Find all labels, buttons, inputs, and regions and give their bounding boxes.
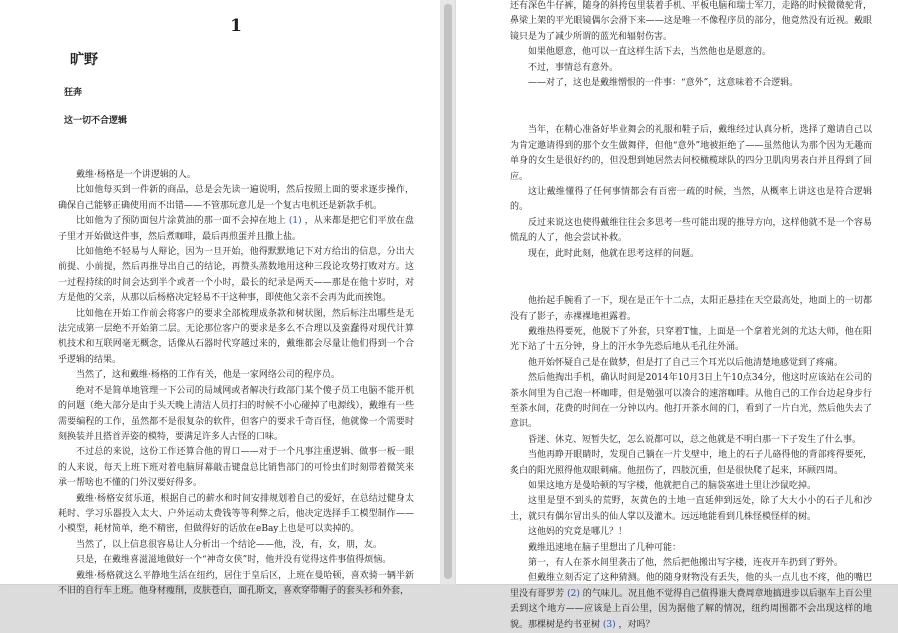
paragraph: 昏迷、休克、短暂失忆，怎么说都可以，总之他就是不明白那一下子发生了什么事。 xyxy=(528,434,862,445)
paragraph: 当然了，以上信息很容易让人分析出一个结论——他，没，有，女，朋，友。 xyxy=(76,539,383,550)
paragraph: 戴维热得要死，他脱下了外套，只穿着T恤，上面是一个拿着光剑的尤达大师，他在阳光下站了十五分钟，身上的汗水争先恐后地从毛孔往外涌。 xyxy=(510,326,872,353)
paragraph: 这让戴维懂得了任何事情都会有百密一疏的时候，当然，从概率上讲这也是符合逻辑的。 xyxy=(510,187,872,213)
paragraph: 戴维·杨格安贫乐道，根据自己的薪水和时间安排规划着自己的爱好，在总结过健身太耗时、学习乐器投入太大、户外运动太费钱等等利弊之后，他决定选择手工模型制作——小模型，耗材简单，绝不精密，但做得好的话放在eBay上也是可以卖掉的。 xyxy=(58,493,414,535)
paragraph: 比如他为了预防面包片涂黄油的那一面不会掉在地上 (1) ，从来都是把它们平放在盘子里才开始做这件事，然后煮咖啡，最后再煎蛋并且撒上盐。 xyxy=(58,216,414,242)
paragraph: 比如他在开始工作前会将客户的要求全部梳理成条款和树状图，然后标注出哪些是无法完成第一层绝不开始第二层。无论那位客户的要求是多么不合理以及蛮蠢得对现代计算机技术和互联网毫无概念，话像从石器时代穿越过来的，戴维都会尽量让他们得到一个合乎逻辑的结果。 xyxy=(58,308,414,365)
paragraph: 绝对不是简单地管理一下公司的局域网或者解决行政部门某个傻子员工电脑不能开机的问题（绝大部分是由于头天晚上清洁人员打扫的时候不小心碰掉了电源线），戴维有一些需要编程的工作，虽然都不是很复杂的软件，但客户的要求千奇百怪，他就像一个需要时刻换装并且搭首弄姿的模特，要满足许多人古怪的口味。 xyxy=(58,385,414,442)
left-body-text xyxy=(58,168,414,599)
paragraph: 反过来说这也使得戴维往往会多思考一些可能出现的推导方向，这样他就不是一个容易慌乱的人了，他会尝试补救。 xyxy=(510,217,872,244)
paragraph: 这里是望不到头的荒野，灰黄色的土地一直延伸到远处，除了大大小小的石子儿和沙土，就只有偶尔冒出头的仙人掌以及灌木。远远地能看到几株怪模怪样的树。 xyxy=(510,496,872,522)
paragraph: 比如他绝不轻易与人辩论，因为一旦开始，他得默默地记下对方给出的信息，分出大前提、小前提，然后再推导出自己的结论，再赞头蒸数地用这种三段论攻势打败对方。这一过程持续的时间会达到半个或者一个小时，最长的纪录是两天——那是在他十岁时，对方是他的父亲，从那以后杨格决定轻易不干这种事，即使他父亲不会再为此而挨饱。 xyxy=(58,247,414,304)
paragraph: 戴维·杨格就这么平静地生活在纽约，居住于皇后区，上班在曼哈顿，喜欢骑一辆半新不旧的自行车上班。他身材瘦削，皮肤苍白，面孔斯文，喜欢穿带帽子的套头衫和外套， xyxy=(58,570,414,596)
paragraph: 比如他每买到一件新的商品，总是会先读一遍说明，然后按照上面的要求逐步操作，确保自己能够正确使用而不出错——不管那玩意儿是一个复古电机还是新款手机。 xyxy=(58,185,414,211)
footnote-link[interactable]: (1) xyxy=(288,216,302,227)
paragraph: 戴维迅速地在脑子里想出了几种可能： xyxy=(528,542,682,553)
page-gap-scrollbar[interactable] xyxy=(440,0,456,584)
section-gap xyxy=(510,262,872,294)
paragraph: 第一，有人在茶水间里袭击了他，然后把他搬出写字楼，连夜开车扔到了野外。 xyxy=(528,558,844,568)
paragraph: 但戴维立刻否定了这种猜测。他的随身财物没有丢失，他的头一点儿也不疼，他的嘴巴里没有哥罗芳 (2) 的气味儿。况且他不觉得自己值得谁大费周章地搞进步以后驱车上百公里丢到这个地方——应该是上百公里，因为据他了解的情况，纽约周围都不会出现这样的地貌。那棵树是约书亚树 (3) ，对吗？ xyxy=(510,573,872,630)
paragraph: 当年，在精心准备好毕业舞会的礼服和鞋子后，戴维经过认真分析，选择了邀请自己以为肯定邀请得到的那个女生做舞伴，但他“意外”地被拒绝了——虽然他认为那个因为无趣而单身的女生是很好约的，但没想到她居然去问校橄榄球队的四分卫肌肉男表白并且得到了回应。 xyxy=(510,125,872,182)
paragraph: 这他妈的究竟是哪儿？！ xyxy=(528,527,628,538)
right-page xyxy=(456,0,898,630)
paragraph: 还有深色牛仔裤，随身的斜挎包里装着手机、平板电脑和瑞士军刀，走路的时候微微驼背，鼻梁上架的平光眼镜偶尔会滑下来——这是唯一不像程序员的部分，他竟然没有近视。戴眼镜只是为了减少所谓的蓝光和辐射伤害。 xyxy=(510,1,872,42)
paragraph: 当他再睁开眼睛时，发现自己躺在一片戈壁中，地上的石子儿硌得他的背部疼得要死，炙白的阳光照得他双眼刺痛。他扭伤了，四肢沉重，但是很快爬了起来，环顾四周。 xyxy=(510,450,872,476)
footnote-link[interactable]: (2) xyxy=(567,588,580,599)
scroll-thumb[interactable] xyxy=(444,4,452,579)
paragraph: 现在，此时此刻，他就在思考这样的问题。 xyxy=(528,248,700,259)
paragraph: 只是，在戴维喜滋滋地做好一个“神奇女侠”时，他并没有觉得这件事值得烦恼。 xyxy=(76,555,392,566)
paragraph: ——对了，这也是戴维憎恨的一件事：“意外”，这意味着不合逻辑。 xyxy=(528,78,799,89)
paragraph: 如果这地方是曼哈顿的写字楼，他就把自己的脑袋塞进土里让沙鼠吃掉。 xyxy=(528,480,817,491)
paragraph: 然后他掏出手机，确认时间是2014年10月3日上午10点34分，他这时应该站在公司的茶水间里为自己泡一杯咖啡，但是勉强可以凑合的速溶咖啡。从他自己的工作台边起身步行至茶水间，花费的时间在一分钟以内。他打开茶水间的门，看到了一片白光，然后他失去了意识。 xyxy=(510,373,872,430)
chapter-number: 1 xyxy=(230,16,242,36)
paragraph: 如果他愿意，他可以一直这样生活下去，当然他也是愿意的。 xyxy=(528,47,772,58)
section-subtitle: 狂奔 xyxy=(64,88,83,98)
paragraph: 戴维·杨格是一个讲逻辑的人。 xyxy=(76,170,196,180)
footnote-link[interactable]: (3) xyxy=(602,619,616,630)
paragraph: 当然了，这和戴维·杨格的工作有关，他是一家网络公司的程序员。 xyxy=(76,370,340,381)
left-page xyxy=(0,0,440,596)
section-gap xyxy=(510,91,872,123)
paragraph: 不过，事情总有意外。 xyxy=(528,62,619,73)
paragraph: 他抬起手腕看了一下，现在是正午十二点，太阳正悬挂在天空最高处，地面上的一切都没有了影子，赤裸裸地袒露着。 xyxy=(510,296,872,322)
paragraph: 他开始怀疑自己是在做梦，但是打了自己三个耳光以后他清楚地感觉到了疼痛。 xyxy=(528,357,844,368)
right-body-text xyxy=(510,0,872,633)
paragraph: 不过总的来说，这份工作还算合他的胃口——对于一个凡事注重逻辑、做事一板一眼的人来说，每天上班下班对着电脑屏幕敲击键盘总比销售部门的可怜虫们时刻带着微笑来承一帮啥也不懂的门外汉要好得多。 xyxy=(58,447,414,489)
section-subtitle-2: 这一切不合逻辑 xyxy=(64,116,128,126)
chapter-title: 旷野 xyxy=(70,52,98,68)
